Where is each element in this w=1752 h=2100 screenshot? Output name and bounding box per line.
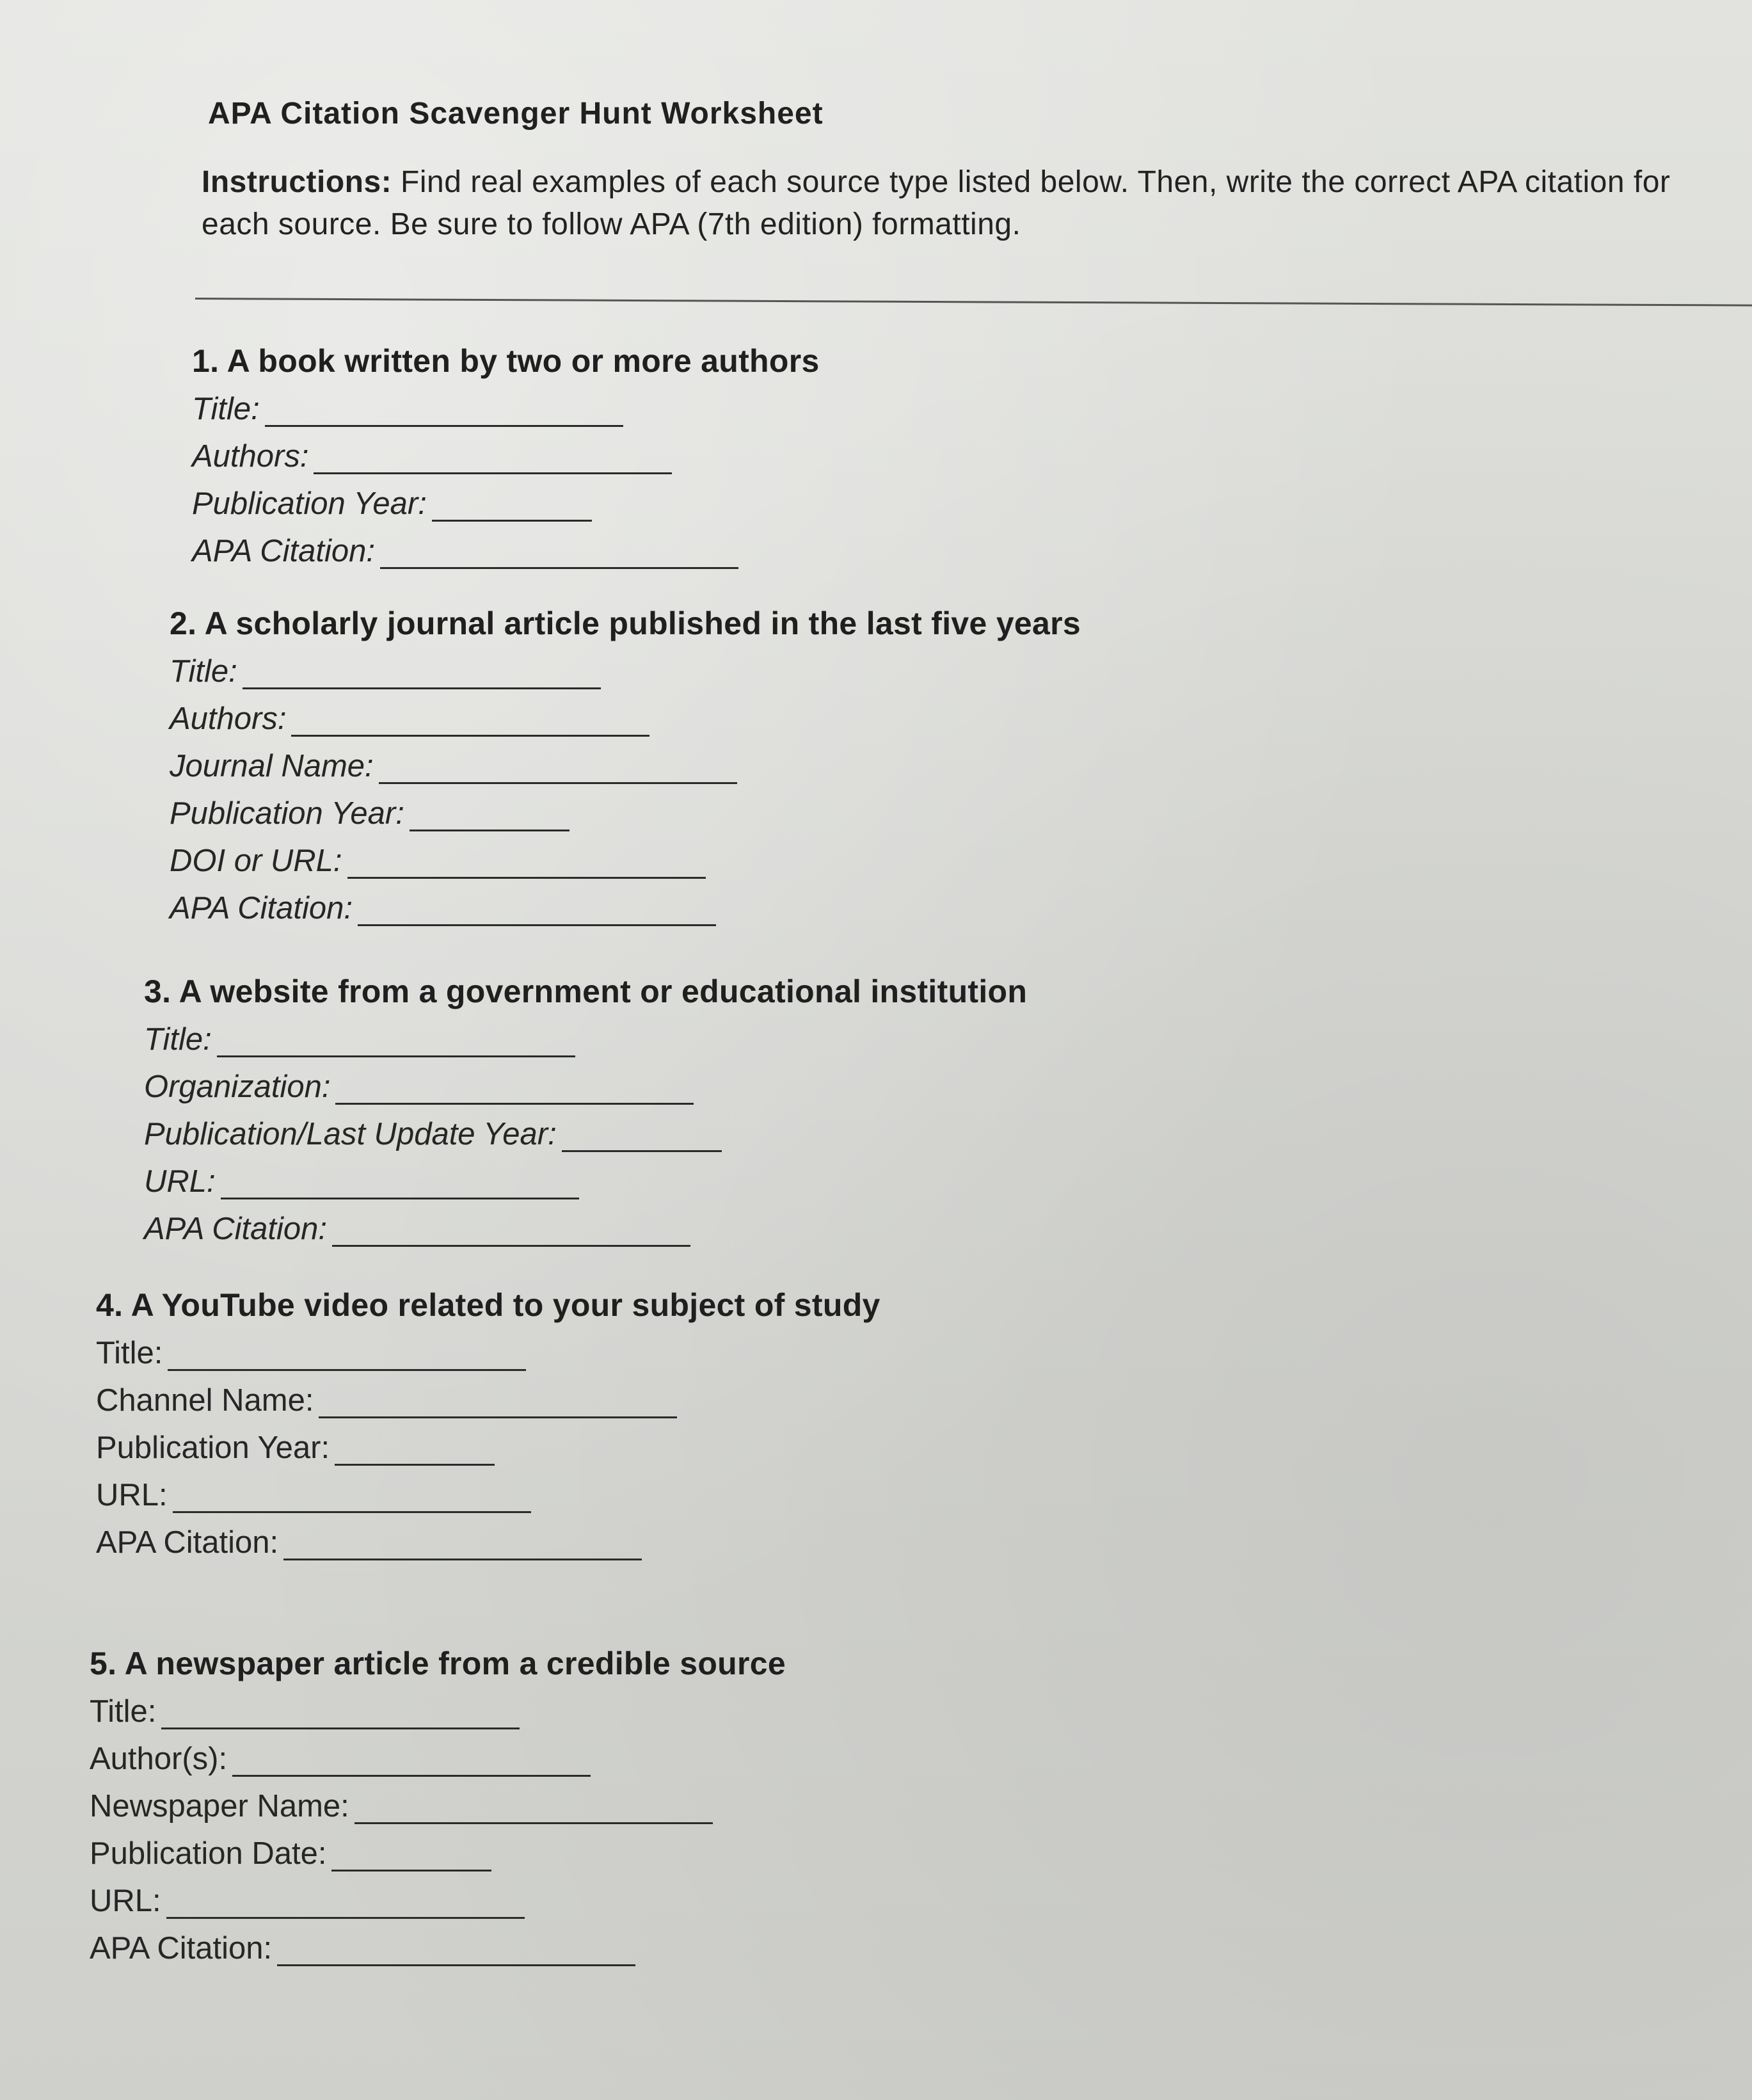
field-label: URL: [90,1884,161,1918]
field-label: APA Citation: [90,1931,273,1966]
field-row [96,1330,880,1377]
field-row [170,696,1081,743]
instructions-label: Instructions: [202,165,392,199]
field-row [96,1425,880,1472]
field-row [192,481,820,528]
answer-line[interactable] [232,1775,591,1777]
field-label: Publication Date: [90,1836,327,1871]
field-label: APA Citation: [96,1525,279,1560]
field-label: URL: [144,1164,216,1199]
field-label: APA Citation: [144,1212,327,1246]
answer-line[interactable] [291,735,649,737]
answer-line[interactable] [168,1369,526,1371]
answer-line[interactable] [161,1727,520,1729]
field-row [192,433,820,481]
answer-line[interactable] [265,425,623,427]
header-divider [195,298,1752,307]
field-row [96,1472,880,1519]
answer-line[interactable] [277,1964,635,1966]
instructions-text: Find real examples of each source type listed below. Then, write the correct APA citation for each source. Be sure to follow APA (7th edition) formatting. [202,165,1671,241]
answer-line[interactable] [562,1150,722,1152]
field-row [90,1831,786,1878]
answer-line[interactable] [379,782,737,784]
answer-line[interactable] [173,1511,531,1513]
field-label: Title: [192,392,260,426]
field-label: APA Citation: [170,891,353,926]
field-row [170,648,1081,696]
field-label: Publication Year: [170,796,404,831]
field-row [170,790,1081,838]
section-heading: 2. A scholarly journal article published in the last five years [170,605,1081,641]
answer-line[interactable] [354,1822,713,1824]
field-row [170,838,1081,885]
field-label: URL: [96,1478,168,1512]
section-website [144,973,1027,1253]
field-row [90,1736,786,1783]
answer-line[interactable] [335,1103,694,1105]
section-heading: 3. A website from a government or educational institution [144,974,1028,1009]
section-heading: 1. A book written by two or more authors [192,343,820,379]
field-label: Publication Year: [192,486,427,521]
section-heading: 4. A YouTube video related to your subject of study [96,1287,880,1323]
field-row [144,1206,1027,1253]
instructions-paragraph [202,161,1699,246]
field-row [192,528,820,575]
answer-line[interactable] [217,1055,575,1057]
answer-line[interactable] [380,567,738,569]
field-row [192,386,820,433]
answer-line[interactable] [432,520,592,522]
field-label: Publication/Last Update Year: [144,1117,557,1151]
field-label: Title: [170,654,237,689]
field-label: Authors: [192,439,309,474]
field-row [144,1158,1027,1206]
section-newspaper-article [90,1645,786,1973]
field-label: Title: [90,1694,157,1729]
answer-line[interactable] [410,830,569,831]
field-row [90,1925,786,1973]
field-label: Author(s): [90,1742,228,1776]
field-label: Journal Name: [170,749,374,783]
field-label: Publication Year: [96,1431,330,1465]
field-row [144,1016,1027,1064]
field-label: Title: [144,1022,212,1057]
field-label: Authors: [170,701,287,736]
field-label: Title: [96,1336,163,1370]
field-row [170,743,1081,790]
field-row [96,1519,880,1567]
field-label: Organization: [144,1070,331,1104]
answer-line[interactable] [358,924,716,926]
field-row [144,1064,1027,1111]
field-row [170,885,1081,933]
section-heading: 5. A newspaper article from a credible source [90,1646,786,1681]
answer-line[interactable] [347,877,706,879]
field-label: APA Citation: [192,534,375,568]
answer-line[interactable] [319,1416,677,1418]
field-row [90,1783,786,1831]
answer-line[interactable] [243,687,601,689]
answer-line[interactable] [331,1870,491,1872]
answer-line[interactable] [166,1917,525,1919]
answer-line[interactable] [221,1198,579,1199]
answer-line[interactable] [332,1245,690,1247]
section-book [192,342,820,575]
field-row [90,1688,786,1736]
section-youtube-video [96,1286,880,1567]
field-row [90,1878,786,1925]
worksheet-title: APA Citation Scavenger Hunt Worksheet [208,97,824,131]
field-row [144,1111,1027,1158]
field-row [96,1377,880,1425]
section-journal-article [170,605,1081,933]
field-label: Channel Name: [96,1383,314,1418]
answer-line[interactable] [335,1464,495,1466]
answer-line[interactable] [314,472,672,474]
answer-line[interactable] [283,1559,642,1560]
field-label: DOI or URL: [170,844,342,878]
field-label: Newspaper Name: [90,1789,349,1823]
